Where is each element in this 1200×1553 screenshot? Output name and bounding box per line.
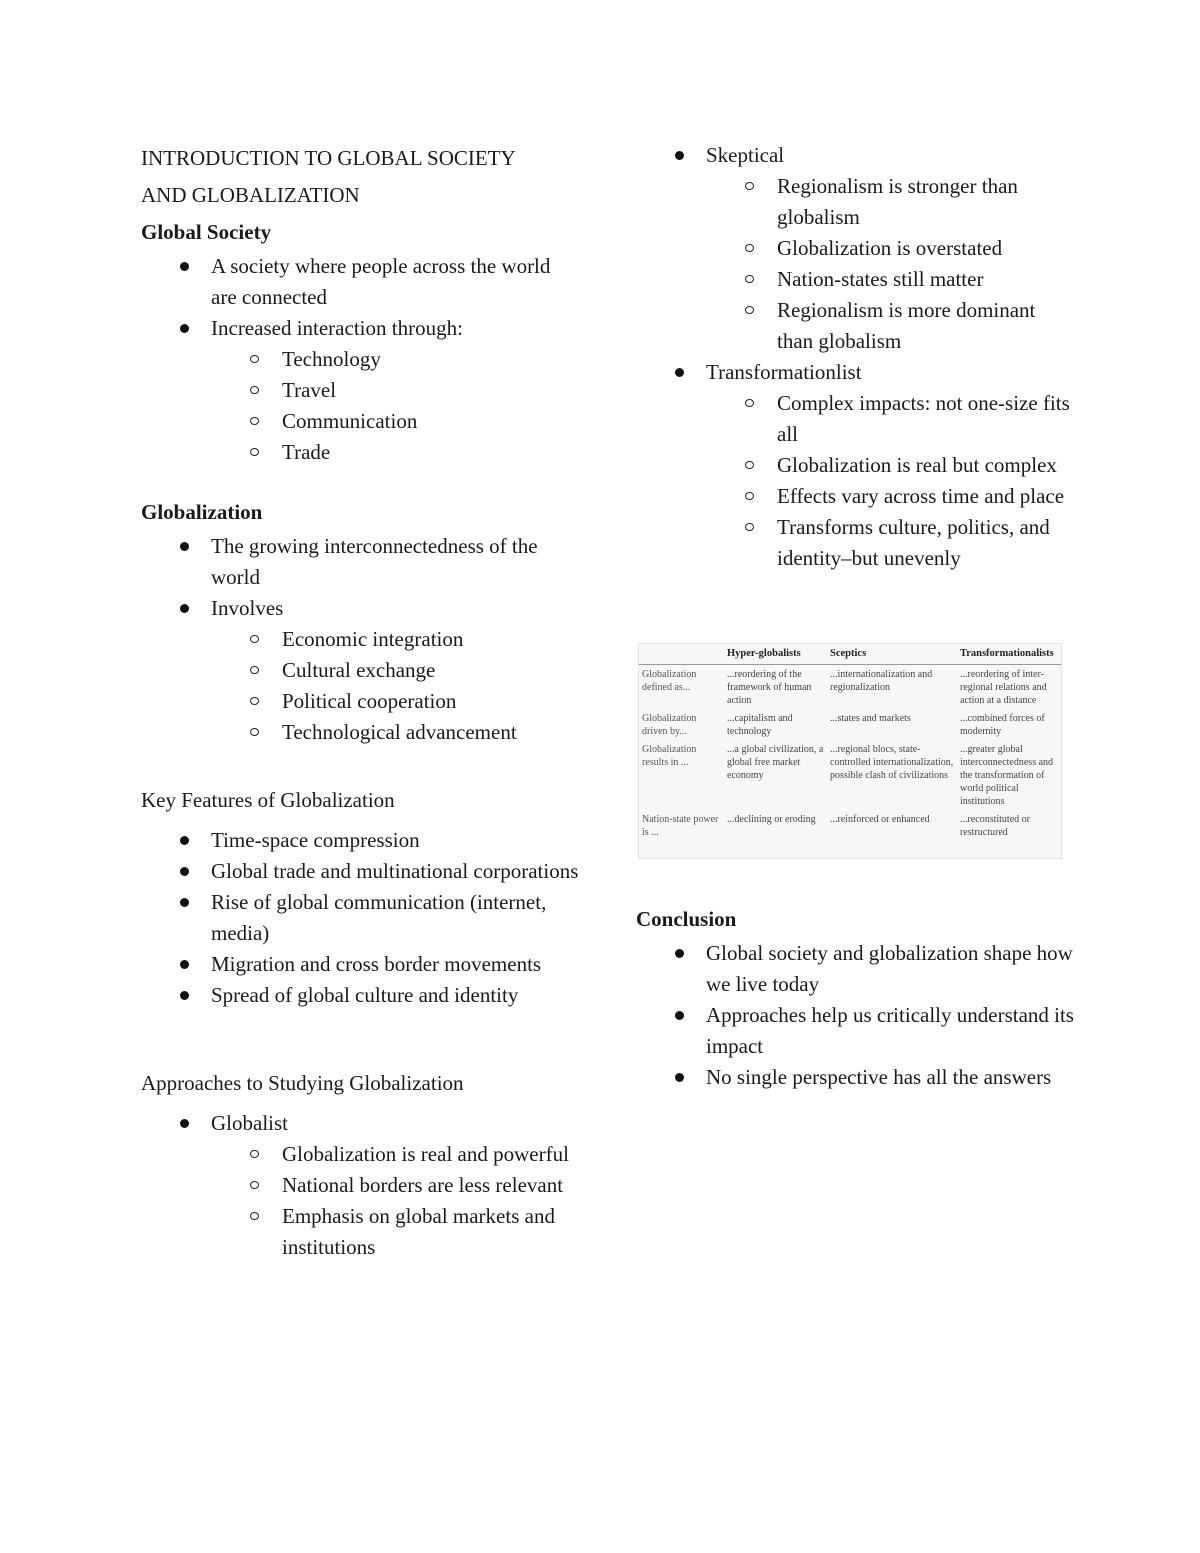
sub-list-item: Globalization is real and powerful: [211, 1139, 581, 1170]
heading-globalization: Globalization: [141, 500, 263, 524]
list-item: Approaches help us critically understand its impact: [636, 1000, 1076, 1062]
heading-approaches: Approaches to Studying Globalization: [141, 1071, 464, 1095]
globalization-list: [141, 531, 581, 748]
table-row-label: Nation-state power is ...: [642, 814, 719, 838]
left-column: [141, 140, 581, 1263]
table-cell: ...capitalism and technology: [727, 713, 793, 737]
table-cell: ...declining or eroding: [727, 814, 816, 825]
list-item-text: A society where people across the world are connected: [211, 254, 551, 309]
table-row: [639, 740, 1061, 810]
list-item: [141, 593, 581, 748]
table-cell: ...a global civilization, a global free market economy: [727, 744, 824, 781]
table-row: [639, 665, 1061, 710]
table-header-cell: Transformationalists: [957, 644, 1061, 665]
sub-list: [141, 344, 581, 468]
heading-key-features: Key Features of Globalization: [141, 788, 395, 812]
sub-list-item: Political cooperation: [211, 686, 581, 717]
sub-list-item: Travel: [211, 375, 581, 406]
sub-list-item: Globalization is overstated: [706, 233, 1076, 264]
table-row-label: Globalization results in ...: [642, 744, 697, 768]
table-cell: ...reinforced or enhanced: [830, 814, 930, 825]
sub-list-item: Trade: [211, 437, 581, 468]
sub-list-item: Economic integration: [211, 624, 581, 655]
sub-list-item: Cultural exchange: [211, 655, 581, 686]
sub-list: [636, 388, 1076, 574]
global-society-list: [141, 251, 581, 468]
table-cell: ...combined forces of modernity: [960, 713, 1045, 737]
sub-list-item: Regionalism is stronger than globalism: [706, 171, 1076, 233]
list-item: Time-space compression: [141, 825, 581, 856]
table-cell: ...greater global interconnectedness and the transformation of world political institutions: [960, 744, 1054, 807]
sub-list: [141, 1139, 581, 1263]
list-item: [141, 1108, 581, 1263]
sub-list-item: Regionalism is more dominant than globalism: [706, 295, 1076, 357]
heading-conclusion: Conclusion: [636, 907, 737, 931]
sub-list-item: Technological advancement: [211, 717, 581, 748]
list-item: Rise of global communication (internet, media): [141, 887, 581, 949]
list-item-text: Globalist: [211, 1111, 288, 1135]
sub-list-item: Effects vary across time and place: [706, 481, 1076, 512]
table-header-row: [639, 644, 1061, 665]
sub-list-item: Communication: [211, 406, 581, 437]
conclusion-list: [636, 938, 1076, 1093]
approaches-list-continued: [636, 140, 1076, 574]
table-header-cell: [639, 644, 724, 665]
list-item-text: The growing interconnectedness of the world: [211, 534, 538, 589]
list-item: Global trade and multinational corporations: [141, 856, 581, 887]
sub-list-item: Emphasis on global markets and institutions: [211, 1201, 581, 1263]
table-cell: ...regional blocs, state-controlled internationalization, possible clash of civilizations: [830, 744, 954, 781]
sub-list: [636, 171, 1076, 357]
table-cell: ...reconstituted or restructured: [960, 814, 1030, 838]
title-line-2: AND GLOBALIZATION: [141, 183, 360, 207]
list-item: No single perspective has all the answers: [636, 1062, 1076, 1093]
key-features-list: [141, 825, 581, 1011]
sub-list-item: Transforms culture, politics, and identity–but unevenly: [706, 512, 1076, 574]
sub-list: [141, 624, 581, 748]
list-item-text: Increased interaction through:: [211, 316, 463, 340]
list-item: [636, 357, 1076, 574]
heading-global-society: Global Society: [141, 220, 272, 244]
table-row: [639, 709, 1061, 740]
right-column: [636, 140, 1076, 574]
document-title: [141, 140, 581, 214]
list-item-text: Involves: [211, 596, 284, 620]
list-item: [141, 313, 581, 468]
comparison-table: [639, 644, 1061, 841]
sub-list-item: Technology: [211, 344, 581, 375]
table-cell: ...states and markets: [830, 713, 911, 724]
table-cell: ...internationalization and regionalization: [830, 669, 933, 693]
table-row-label: Globalization defined as...: [642, 669, 697, 693]
conclusion-section: [636, 901, 1076, 1093]
table-cell: ...reordering of the framework of human action: [727, 669, 812, 706]
comparison-table-image: [638, 643, 1062, 859]
sub-list-item: Globalization is real but complex: [706, 450, 1076, 481]
list-item: Spread of global culture and identity: [141, 980, 581, 1011]
list-item: [141, 251, 581, 313]
table-row: [639, 810, 1061, 841]
list-item: Global society and globalization shape how we live today: [636, 938, 1076, 1000]
table-cell: ...reordering of inter-regional relations and action at a distance: [960, 669, 1047, 706]
list-item-text: Skeptical: [706, 143, 785, 167]
list-item: [636, 140, 1076, 357]
table-header-cell: Hyper-globalists: [724, 644, 827, 665]
approaches-list: [141, 1108, 581, 1263]
list-item: [141, 531, 581, 593]
sub-list-item: Nation-states still matter: [706, 264, 1076, 295]
sub-list-item: Complex impacts: not one-size fits all: [706, 388, 1076, 450]
table-row-label: Globalization driven by...: [642, 713, 697, 737]
title-line-1: INTRODUCTION TO GLOBAL SOCIETY: [141, 146, 516, 170]
table-header-cell: Sceptics: [827, 644, 957, 665]
list-item: Migration and cross border movements: [141, 949, 581, 980]
list-item-text: Transformationlist: [706, 360, 862, 384]
sub-list-item: National borders are less relevant: [211, 1170, 581, 1201]
